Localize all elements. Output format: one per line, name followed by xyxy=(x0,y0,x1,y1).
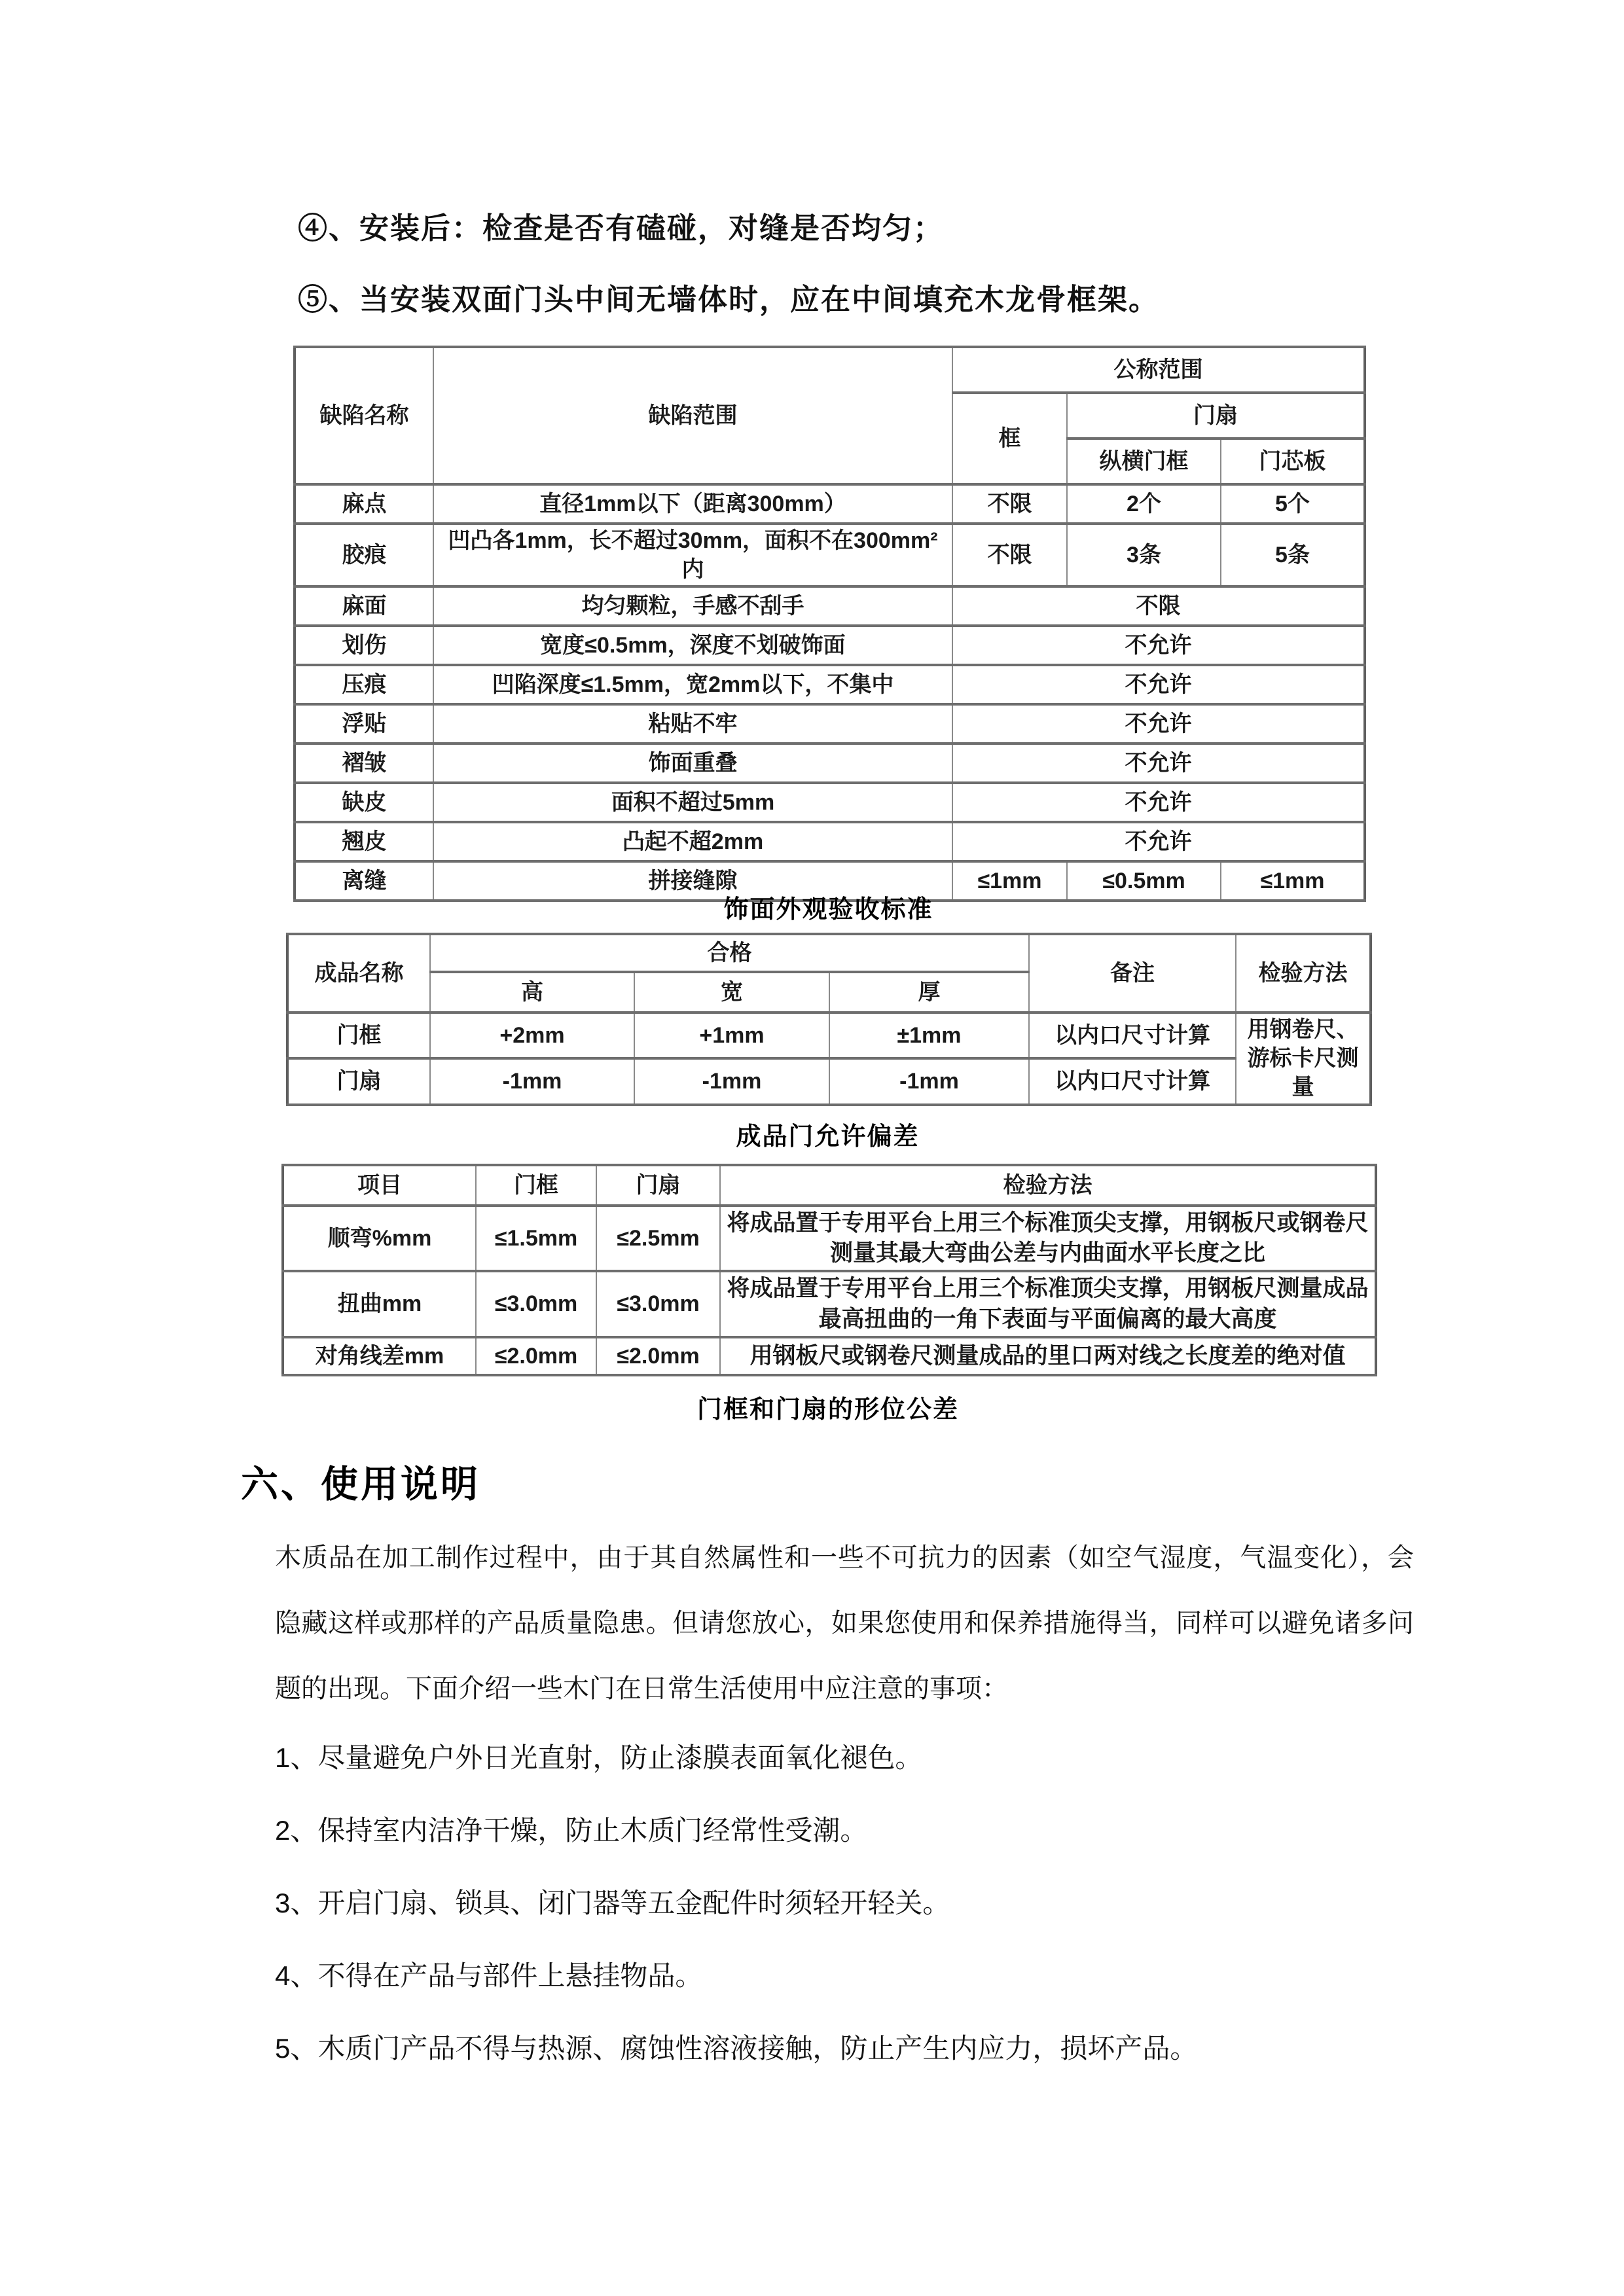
item-cell: 扭曲mm xyxy=(283,1271,476,1336)
merged-value-cell: 不允许 xyxy=(952,783,1365,822)
paragraph-line: 题的出现。下面介绍一些木门在日常生活使用中应注意的事项： xyxy=(275,1674,1008,1703)
tolerance-table xyxy=(286,933,1372,1106)
item-cell: 顺弯%mm xyxy=(283,1206,476,1271)
method-cell: 将成品置于专用平台上用三个标准顶尖支撑，用钢板尺测量成品最高扭曲的一角下表面与平面偏离的最大高度 xyxy=(720,1271,1376,1336)
table-row xyxy=(295,783,1365,822)
list-item: 4、不得在产品与部件上悬挂物品。 xyxy=(275,1960,703,1991)
defect-range-header: 缺陷范围 xyxy=(433,347,952,484)
defect-name-cell: 缺皮 xyxy=(295,783,433,822)
defect-range-cell: 凹凸各1mm，长不超过30mm，面积不在300mm²内 xyxy=(433,524,952,586)
defect-range-cell: 宽度≤0.5mm，深度不划破饰面 xyxy=(433,626,952,665)
table-row xyxy=(295,524,1365,586)
table-row xyxy=(295,626,1365,665)
paragraph-line: 隐藏这样或那样的产品质量隐患。但请您放心，如果您使用和保养措施得当，同样可以避免诸多问 xyxy=(275,1609,1414,1638)
table-row xyxy=(295,744,1365,783)
defect-range-cell: 饰面重叠 xyxy=(433,744,952,783)
defect-range-cell: 面积不超过5mm xyxy=(433,783,952,822)
list-item: 5、木质门产品不得与热源、腐蚀性溶液接触，防止产生内应力，损坏产品。 xyxy=(275,2033,1198,2064)
frame-value-cell: 不限 xyxy=(952,524,1067,586)
table-row xyxy=(287,934,1371,972)
defect-range-cell: 凸起不超2mm xyxy=(433,822,952,861)
merged-value-cell: 不允许 xyxy=(952,665,1365,704)
core-board-header: 门芯板 xyxy=(1221,439,1365,484)
shape-tolerance-table xyxy=(281,1164,1377,1376)
merged-value-cell: 不限 xyxy=(952,586,1365,626)
defect-range-cell: 凹陷深度≤1.5mm，宽2mm以下，不集中 xyxy=(433,665,952,704)
table-row xyxy=(295,704,1365,744)
frame-value-cell: ≤1mm xyxy=(952,861,1067,901)
width-value-cell: -1mm xyxy=(634,1058,829,1104)
thickness-value-cell: ±1mm xyxy=(829,1013,1029,1058)
frame-value-cell: ≤1.5mm xyxy=(476,1206,596,1271)
merged-value-cell: 不允许 xyxy=(952,704,1365,744)
leaf-header: 门扇 xyxy=(596,1165,720,1206)
door-leaf-header: 门扇 xyxy=(1067,393,1365,439)
method-header: 检验方法 xyxy=(1236,934,1371,1013)
width-value-cell: +1mm xyxy=(634,1013,829,1058)
thickness-value-cell: -1mm xyxy=(829,1058,1029,1104)
thickness-header: 厚 xyxy=(829,972,1029,1013)
leaf-value-cell: ≤3.0mm xyxy=(596,1271,720,1336)
list-item: 2、保持室内洁净干燥，防止木质门经常性受潮。 xyxy=(275,1815,868,1846)
vh-frame-header: 纵横门框 xyxy=(1067,439,1221,484)
table-row xyxy=(295,484,1365,524)
height-value-cell: +2mm xyxy=(430,1013,634,1058)
tolerance-table-caption: 成品门允许偏差 xyxy=(736,1123,920,1151)
list-item: 3、开启门扇、锁具、闭门器等五金配件时须轻开轻关。 xyxy=(275,1888,950,1918)
install-note-4: ④、安装后：检查是否有磕碰，对缝是否均匀； xyxy=(298,211,945,245)
list-item: 1、尽量避免户外日光直射，防止漆膜表面氧化褪色。 xyxy=(275,1742,923,1773)
table-row xyxy=(287,1058,1371,1104)
defect-name-cell: 翘皮 xyxy=(295,822,433,861)
frame-value-cell: ≤3.0mm xyxy=(476,1271,596,1336)
vh-frame-value-cell: ≤0.5mm xyxy=(1067,861,1221,901)
defect-name-cell: 褶皱 xyxy=(295,744,433,783)
defect-range-cell: 粘贴不牢 xyxy=(433,704,952,744)
width-header: 宽 xyxy=(634,972,829,1013)
product-name-cell: 门框 xyxy=(287,1013,430,1058)
leaf-value-cell: ≤2.5mm xyxy=(596,1206,720,1271)
merged-value-cell: 不允许 xyxy=(952,822,1365,861)
defect-name-cell: 麻点 xyxy=(295,484,433,524)
table-row xyxy=(283,1337,1376,1375)
table-row xyxy=(295,822,1365,861)
defect-name-cell: 离缝 xyxy=(295,861,433,901)
item-cell: 对角线差mm xyxy=(283,1337,476,1375)
item-header: 项目 xyxy=(283,1165,476,1206)
usage-paragraph xyxy=(275,1525,1414,1721)
leaf-value-cell: ≤2.0mm xyxy=(596,1337,720,1375)
shape-table-caption: 门框和门扇的形位公差 xyxy=(696,1396,959,1424)
defect-name-cell: 胶痕 xyxy=(295,524,433,586)
usage-items-list xyxy=(275,1721,1427,2085)
table-row xyxy=(295,665,1365,704)
defect-range-cell: 直径1mm以下（距离300mm） xyxy=(433,484,952,524)
table-row xyxy=(295,586,1365,626)
defect-name-cell: 压痕 xyxy=(295,665,433,704)
defect-table-caption: 饰面外观验收标准 xyxy=(723,896,933,924)
frame-header: 门框 xyxy=(476,1165,596,1206)
table-row xyxy=(287,1013,1371,1058)
table-row xyxy=(295,347,1365,393)
defect-name-cell: 浮贴 xyxy=(295,704,433,744)
install-note-5: ⑤、当安装双面门头中间无墙体时，应在中间填充木龙骨框架。 xyxy=(298,283,1160,316)
remark-cell: 以内口尺寸计算 xyxy=(1029,1013,1236,1058)
table-row xyxy=(283,1165,1376,1206)
core-value-cell: 5条 xyxy=(1221,524,1365,586)
defect-name-cell: 划伤 xyxy=(295,626,433,665)
height-value-cell: -1mm xyxy=(430,1058,634,1104)
defect-range-cell: 均匀颗粒，手感不刮手 xyxy=(433,586,952,626)
defect-range-cell: 拼接缝隙 xyxy=(433,861,952,901)
table-row xyxy=(283,1271,1376,1336)
method-cell: 用钢板尺或钢卷尺测量成品的里口两对线之长度差的绝对值 xyxy=(720,1337,1376,1375)
merged-value-cell: 不允许 xyxy=(952,626,1365,665)
defect-name-header: 缺陷名称 xyxy=(295,347,433,484)
vh-frame-value-cell: 2个 xyxy=(1067,484,1221,524)
frame-header: 框 xyxy=(952,393,1067,484)
core-value-cell: ≤1mm xyxy=(1221,861,1365,901)
table-row xyxy=(283,1206,1376,1271)
nominal-range-header: 公称范围 xyxy=(952,347,1365,393)
section-heading: 六、使用说明 xyxy=(241,1463,480,1505)
product-name-cell: 门扇 xyxy=(287,1058,430,1104)
vh-frame-value-cell: 3条 xyxy=(1067,524,1221,586)
pass-header: 合格 xyxy=(430,934,1029,972)
method-cell: 用钢卷尺、游标卡尺测量 xyxy=(1236,1013,1371,1105)
merged-value-cell: 不允许 xyxy=(952,744,1365,783)
frame-value-cell: 不限 xyxy=(952,484,1067,524)
remark-header: 备注 xyxy=(1029,934,1236,1013)
product-name-header: 成品名称 xyxy=(287,934,430,1013)
paragraph-line: 木质品在加工制作过程中，由于其自然属性和一些不可抗力的因素（如空气湿度，气温变化），会 xyxy=(275,1543,1414,1572)
method-header: 检验方法 xyxy=(720,1165,1376,1206)
height-header: 高 xyxy=(430,972,634,1013)
core-value-cell: 5个 xyxy=(1221,484,1365,524)
defect-table xyxy=(293,346,1366,902)
remark-cell: 以内口尺寸计算 xyxy=(1029,1058,1236,1104)
defect-name-cell: 麻面 xyxy=(295,586,433,626)
method-cell: 将成品置于专用平台上用三个标准顶尖支撑，用钢板尺或钢卷尺测量其最大弯曲公差与内曲面水平长度之比 xyxy=(720,1206,1376,1271)
frame-value-cell: ≤2.0mm xyxy=(476,1337,596,1375)
